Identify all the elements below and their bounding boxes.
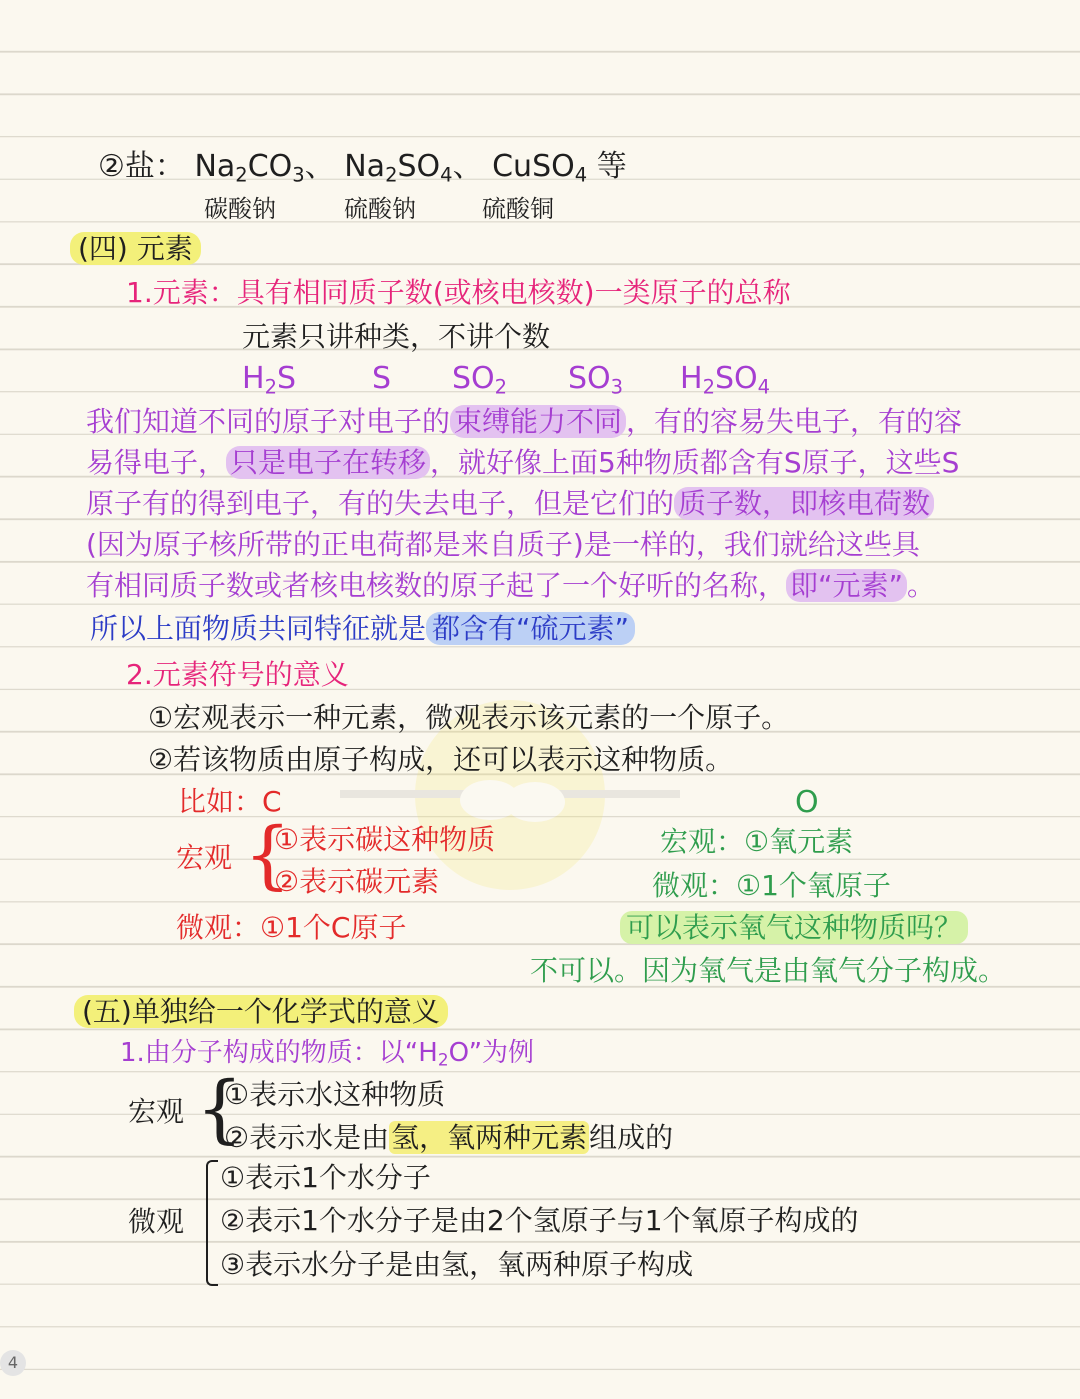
salt-name-2: 硫酸钠	[344, 195, 416, 223]
element-definition	[126, 277, 791, 309]
example-macro-1: ①表示碳这种物质	[274, 823, 496, 856]
page-number-badge: 4	[0, 1350, 26, 1376]
example-o-micro: 微观：①1个氧原子	[652, 869, 891, 902]
salt-name-1: 碳酸钠	[204, 195, 276, 223]
formula-so3: $SO_3$	[568, 361, 624, 399]
para-line-3: 原子有的得到电子，有的失去电子，但是它们的 质子数，即核电荷数	[86, 488, 934, 520]
example-o-symbol: O	[795, 785, 819, 820]
water-micro-label: 微观	[128, 1205, 185, 1238]
para-line-4: (因为原子核所带的正电荷都是来自质子)是一样的，我们就给这些具	[86, 528, 920, 561]
example-macro-label: 宏观	[176, 841, 233, 874]
example-o-answer: 不可以。因为氧气是由氧气分子构成。	[530, 954, 1007, 987]
salt-line: ②盐： $Na_2CO_3$、 $Na_2SO_4$、 CuSO$_4$ 等	[98, 149, 627, 187]
para-line-5: 有相同质子数或者核电核数的原子起了一个好听的名称， 即“元素” 。	[86, 569, 936, 602]
para-line-2: 易得电子， 只是电子在转移 ，就好像上面5种物质都含有S原子，这些S	[86, 446, 960, 479]
section4-heading: (四) 元素	[70, 233, 201, 265]
definition-text: 具有相同质子数(或核电核数)一类原子的总称	[236, 276, 791, 309]
section5-subtitle: 1.由分子构成的物质：以“$H_2O$”为例	[120, 1038, 535, 1070]
definition-label: 1.元素：	[126, 276, 237, 309]
water-micro-2: ②表示1个水分子是由2个氢原子与1个氧原子构成的	[220, 1204, 859, 1237]
water-macro-label: 宏观	[128, 1095, 185, 1128]
example-micro: 微观：①1个C原子	[176, 911, 407, 944]
example-o-macro: 宏观：①氧元素	[660, 825, 854, 858]
water-micro-3: ③表示水分子是由氢，氧两种原子构成	[220, 1248, 694, 1281]
symbol-meaning-1: ①宏观表示一种元素，微观表示该元素的一个原子。	[148, 701, 790, 734]
formula-h2so4: $H_2SO_4$	[680, 361, 771, 399]
symbol-meaning-title: 2.元素符号的意义	[126, 658, 349, 691]
section5-heading: (五)单独给一个化学式的意义	[74, 996, 448, 1028]
element-note: 元素只讲种类，不讲个数	[242, 320, 551, 353]
symbol-meaning-2: ②若该物质由原子构成，还可以表示这种物质。	[148, 743, 734, 776]
formula-cuso4: CuSO$_4$	[492, 149, 588, 187]
formula-na2co3: $Na_2CO_3$	[194, 149, 305, 187]
example-macro-2: ②表示碳元素	[274, 865, 440, 898]
water-macro-brace-icon: {	[196, 1066, 244, 1152]
formula-so2: $SO_2$	[452, 361, 508, 399]
example-c-label: 比如：C	[178, 785, 282, 818]
formula-s: S	[372, 361, 392, 396]
water-macro-1: ①表示水这种物质	[224, 1078, 446, 1111]
salt-name-3: 硫酸铜	[482, 195, 554, 223]
para-line-1: 我们知道不同的原子对电子的 束缚能力不同 ，有的容易失电子，有的容	[86, 405, 963, 438]
macro-brace-icon: {	[244, 812, 292, 898]
water-micro-1: ①表示1个水分子	[220, 1161, 431, 1194]
salt-label: ②盐：	[98, 149, 185, 184]
water-micro-bracket	[206, 1160, 218, 1286]
example-o-question: 可以表示氧气这种物质吗？	[620, 912, 968, 944]
formula-na2so4: $Na_2SO_4$	[344, 149, 453, 187]
water-macro-2: ②表示水是由氢，氧两种元素组成的	[224, 1121, 674, 1154]
salt-etc: 等	[596, 149, 627, 184]
summary-line: 所以上面物质共同特征就是 都含有“硫元素”	[90, 613, 635, 645]
formula-h2s: $H_2S$	[242, 361, 297, 399]
